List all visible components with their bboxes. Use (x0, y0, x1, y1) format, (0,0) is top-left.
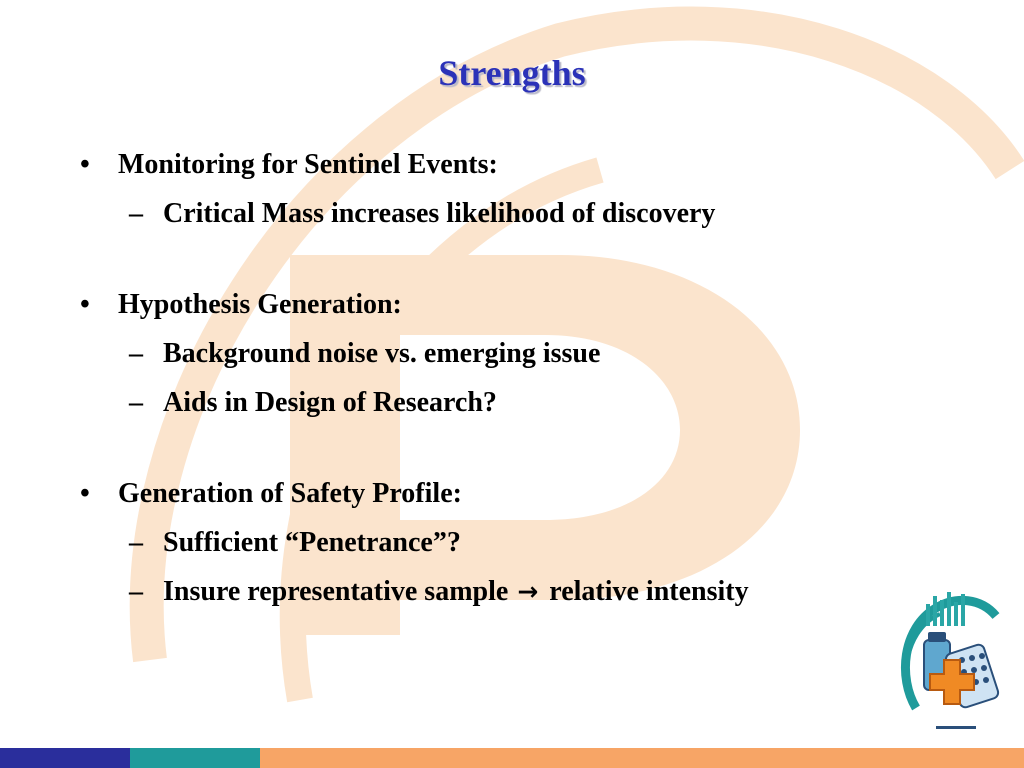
slide-title: Strengths (438, 53, 586, 93)
bullet-item (78, 469, 938, 518)
bullet-marker: • (80, 149, 90, 180)
sub-bullet-marker: – (129, 338, 143, 369)
sub-bullet-item (78, 378, 938, 427)
sub-bullet-item (78, 518, 938, 567)
sub-bullet-item (78, 189, 938, 238)
sub-bullet-marker: – (129, 387, 143, 418)
footer-segment-orange (260, 748, 1024, 768)
sub-bullet-item (78, 329, 938, 378)
bullet-item (78, 140, 938, 189)
sub-bullet-marker: – (129, 576, 143, 607)
footer-segment-navy (0, 748, 130, 768)
bullet-list (78, 140, 938, 616)
footer-color-bar (0, 748, 1024, 768)
sub-bullet-text: Aids in Design of Research? (163, 387, 497, 418)
bullet-heading: Monitoring for Sentinel Events: (118, 149, 498, 180)
sub-bullet-text: Sufficient “Penetrance”? (163, 527, 461, 558)
bullet-heading: Hypothesis Generation: (118, 289, 402, 320)
sub-bullet-marker: – (129, 527, 143, 558)
footer-segment-teal (130, 748, 260, 768)
sub-bullet-text: Background noise vs. emerging issue (163, 338, 601, 369)
bullet-marker: • (80, 289, 90, 320)
pharmacy-cross-logo-icon (896, 588, 1006, 738)
sub-bullet-text: Critical Mass increases likelihood of discovery (163, 198, 716, 229)
bullet-marker: • (80, 478, 90, 509)
sub-bullet-item (78, 567, 938, 616)
bullet-item (78, 280, 938, 329)
bullet-heading: Generation of Safety Profile: (118, 478, 462, 509)
right-arrow-icon: → (517, 577, 539, 606)
sub-bullet-text-after: relative intensity (549, 576, 749, 607)
sub-bullet-marker: – (129, 198, 143, 229)
sub-bullet-text-before: Insure representative sample (163, 576, 509, 607)
